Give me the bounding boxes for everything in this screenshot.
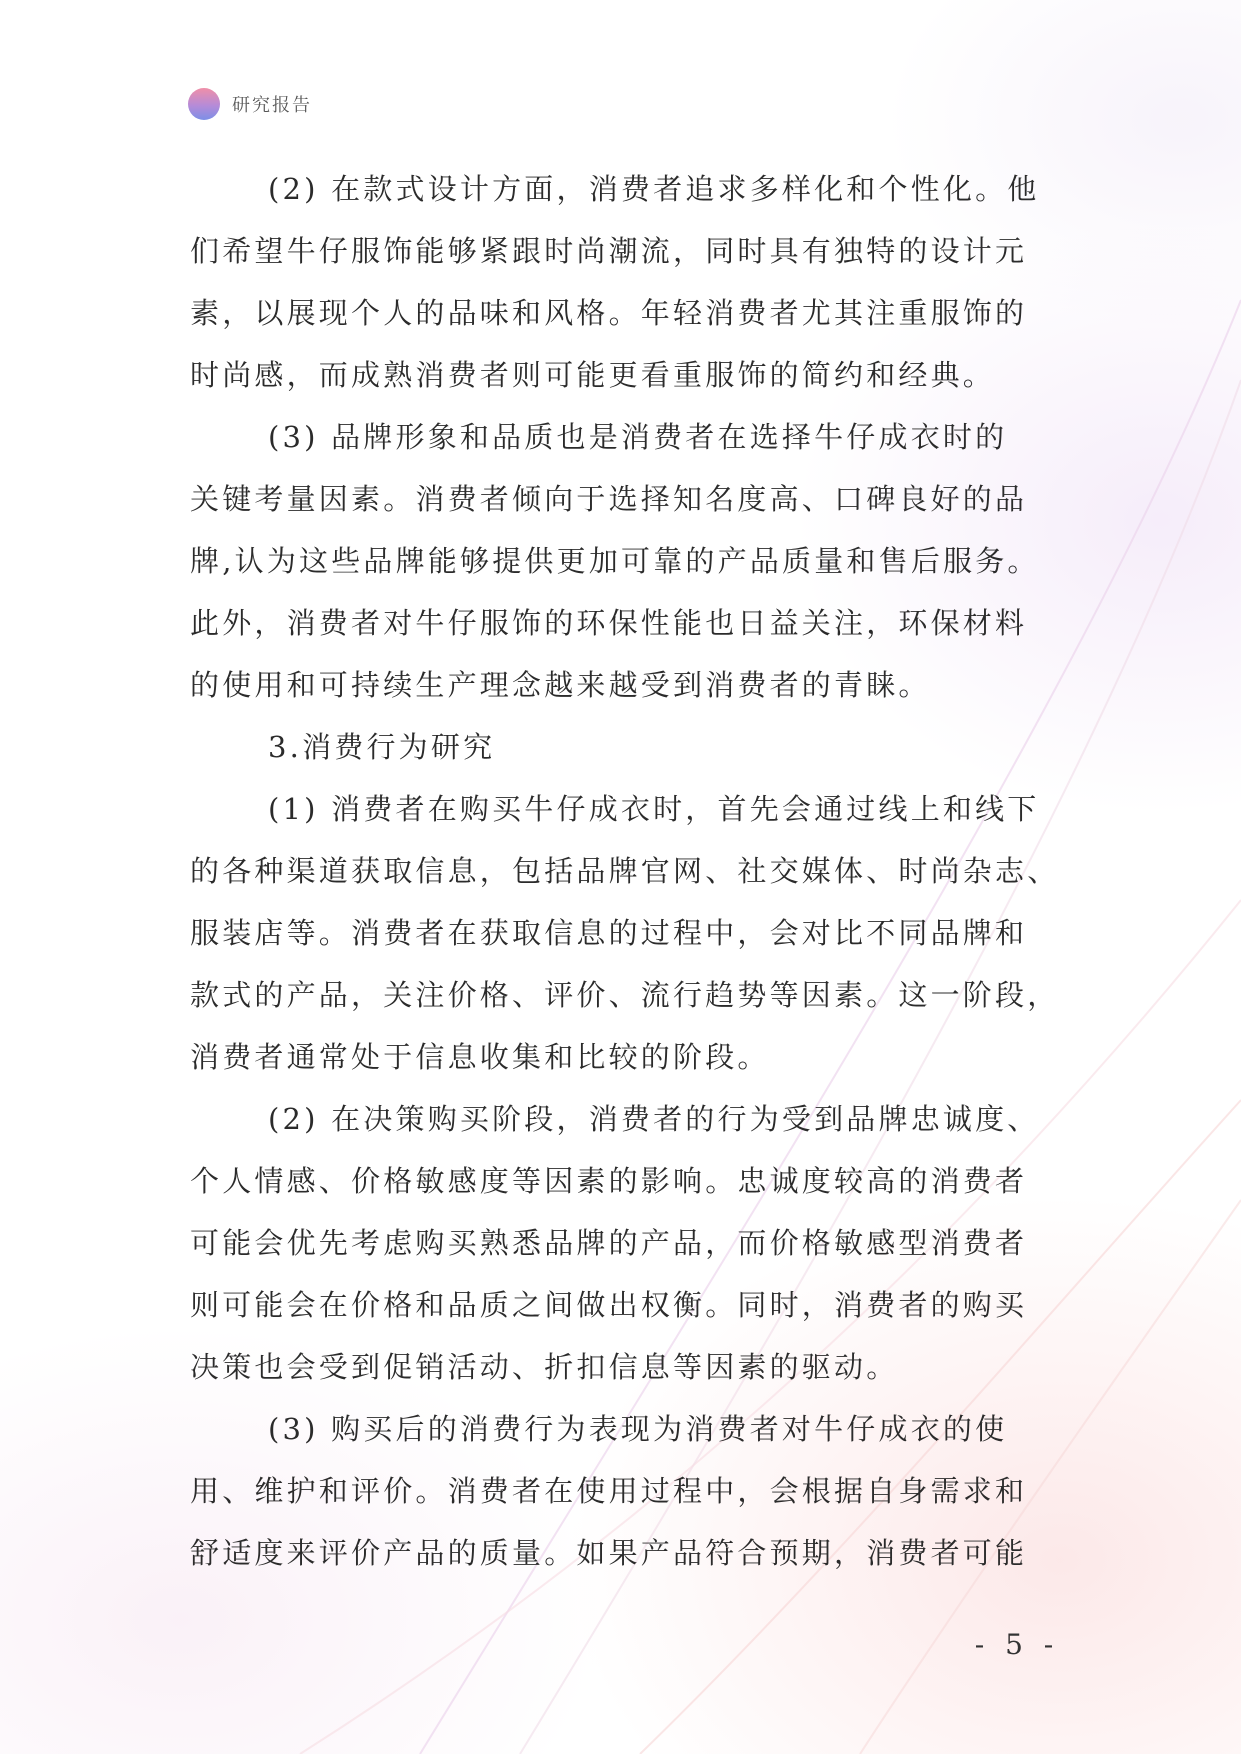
paragraph-line: 的使用和可持续生产理念越来越受到消费者的青睐。 [190,668,931,702]
paragraph-line: 用、维护和评价。消费者在使用过程中，会根据自身需求和 [190,1474,1028,1508]
paragraph-line: 服装店等。消费者在获取信息的过程中，会对比不同品牌和 [190,916,1028,950]
paragraph-line: 舒适度来评价产品的质量。如果产品符合预期，消费者可能 [190,1536,1028,1570]
paragraph-line: (1) 消费者在购买牛仔成衣时，首先会通过线上和线下 [268,792,1040,826]
paragraph-line: (2) 在决策购买阶段，消费者的行为受到品牌忠诚度、 [268,1102,1040,1136]
paragraph-line: (2) 在款式设计方面，消费者追求多样化和个性化。他 [268,172,1040,206]
paragraph-line: 时尚感，而成熟消费者则可能更看重服饰的简约和经典。 [190,358,996,392]
paragraph-line: 们希望牛仔服饰能够紧跟时尚潮流，同时具有独特的设计元 [190,234,1028,268]
paragraph-line: 此外，消费者对牛仔服饰的环保性能也日益关注，环保材料 [190,606,1028,640]
paragraph-line: 个人情感、价格敏感度等因素的影响。忠诚度较高的消费者 [190,1164,1028,1198]
paragraph-line: 款式的产品，关注价格、评价、流行趋势等因素。这一阶段， [190,978,1060,1012]
paragraph-line: 素，以展现个人的品味和风格。年轻消费者尤其注重服饰的 [190,296,1028,330]
paragraph-line: 的各种渠道获取信息，包括品牌官网、社交媒体、时尚杂志、 [190,854,1060,888]
paragraph-line: 决策也会受到促销活动、折扣信息等因素的驱动。 [190,1350,899,1384]
document-body [190,158,1060,1584]
page-number: - 5 - [974,1628,1060,1661]
section-heading: 3.消费行为研究 [268,730,496,764]
paragraph-line: (3) 购买后的消费行为表现为消费者对牛仔成衣的使 [268,1412,1008,1446]
paragraph-line: 消费者通常处于信息收集和比较的阶段。 [190,1040,770,1074]
paragraph-line: (3) 品牌形象和品质也是消费者在选择牛仔成衣时的 [268,420,1008,454]
header-title: 研究报告 [232,95,312,116]
paragraph-line: 关键考量因素。消费者倾向于选择知名度高、口碑良好的品 [190,482,1028,516]
logo-circle-icon [188,88,220,120]
paragraph-line: 则可能会在价格和品质之间做出权衡。同时，消费者的购买 [190,1288,1028,1322]
paragraph-line: 可能会优先考虑购买熟悉品牌的产品，而价格敏感型消费者 [190,1226,1028,1260]
paragraph-line: 牌,认为这些品牌能够提供更加可靠的产品质量和售后服务。 [190,544,1040,578]
report-header [188,88,312,120]
